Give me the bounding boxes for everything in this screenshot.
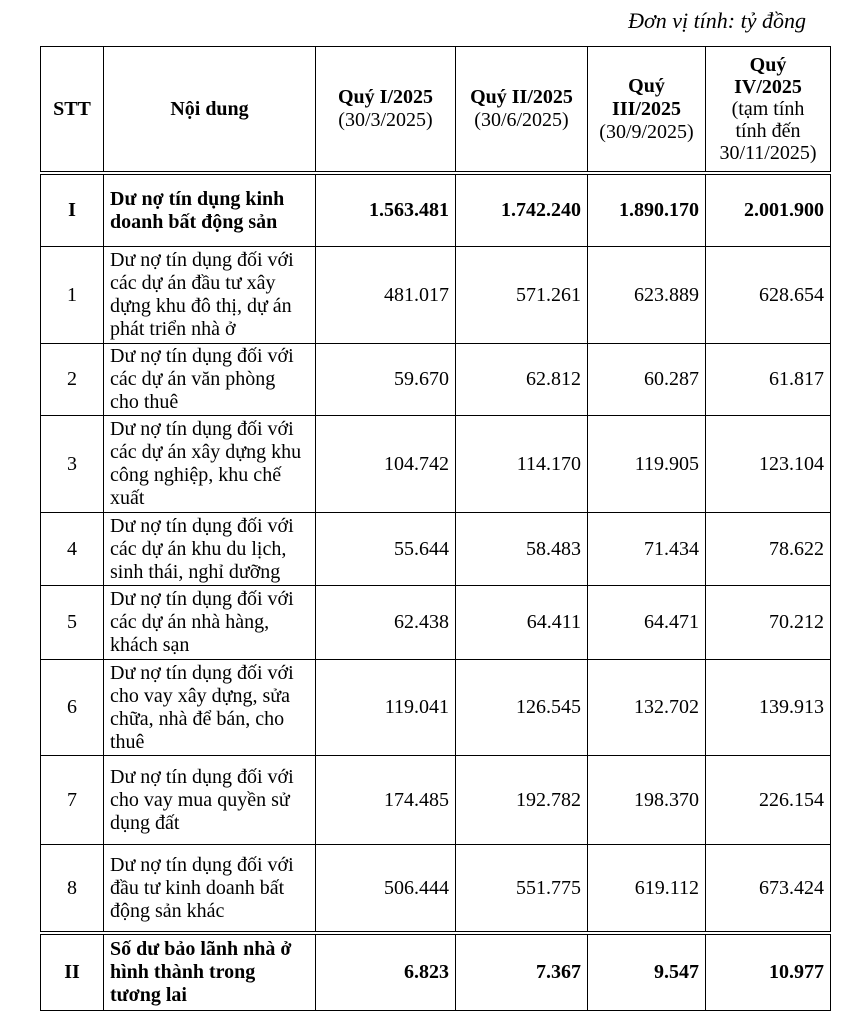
row-content: Số dư bảo lãnh nhà ở hình thành trong tương lai [104, 933, 316, 1011]
row-q2-value: 58.483 [456, 513, 588, 586]
table-row-section-II [41, 933, 831, 1011]
table-row [41, 344, 831, 416]
table-header-row [41, 47, 831, 174]
row-q1-value: 104.742 [316, 416, 456, 513]
row-stt: 3 [41, 416, 104, 513]
header-q4-note-line3: 30/11/2025) [719, 142, 817, 164]
row-q1-value: 6.823 [316, 933, 456, 1011]
row-q3-value: 9.547 [588, 933, 706, 1011]
row-q2-value: 1.742.240 [456, 173, 588, 247]
table-row [41, 586, 831, 660]
row-q2-value: 64.411 [456, 586, 588, 660]
row-q1-value: 55.644 [316, 513, 456, 586]
row-content: Dư nợ tín dụng đối với các dự án xây dựng khu công nghiệp, khu chế xuất [104, 416, 316, 513]
row-content: Dư nợ tín dụng đối với các dự án nhà hàng, khách sạn [104, 586, 316, 660]
row-q2-value: 551.775 [456, 845, 588, 934]
table-row [41, 660, 831, 756]
credit-table [40, 46, 831, 1011]
header-q3-title-line1: Quý [628, 74, 665, 97]
header-q3-date: (30/9/2025) [599, 120, 694, 143]
table-row [41, 513, 831, 586]
header-q3-title-line2: III/2025 [612, 97, 681, 120]
unit-note: Đơn vị tính: tỷ đồng [628, 8, 806, 33]
row-content: Dư nợ tín dụng kinh doanh bất động sản [104, 173, 316, 247]
row-q2-value: 114.170 [456, 416, 588, 513]
table-row [41, 416, 831, 513]
row-q1-value: 59.670 [316, 344, 456, 416]
row-q4-value: 10.977 [706, 933, 831, 1011]
header-q2-title: Quý II/2025 [470, 86, 573, 108]
row-q2-value: 192.782 [456, 756, 588, 845]
table-row [41, 845, 831, 934]
row-q4-value: 61.817 [706, 344, 831, 416]
header-stt: STT [41, 47, 104, 174]
row-q1-value: 174.485 [316, 756, 456, 845]
row-q1-value: 62.438 [316, 586, 456, 660]
row-stt: 8 [41, 845, 104, 934]
row-q4-value: 123.104 [706, 416, 831, 513]
header-q1-date: (30/3/2025) [338, 109, 433, 131]
table-row [41, 756, 831, 845]
row-q1-value: 481.017 [316, 247, 456, 344]
header-q4-note-line1: (tạm tính [731, 98, 805, 120]
row-q2-value: 571.261 [456, 247, 588, 344]
table-row-section-I [41, 173, 831, 247]
header-q3 [588, 47, 706, 174]
row-q2-value: 62.812 [456, 344, 588, 416]
row-q4-value: 673.424 [706, 845, 831, 934]
header-q2 [456, 47, 588, 174]
row-q2-value: 126.545 [456, 660, 588, 756]
header-q4-note-line2: tính đến [735, 120, 801, 142]
row-stt: 4 [41, 513, 104, 586]
row-q4-value: 78.622 [706, 513, 831, 586]
header-q4-title-line2: IV/2025 [734, 76, 802, 98]
row-q1-value: 1.563.481 [316, 173, 456, 247]
row-q3-value: 132.702 [588, 660, 706, 756]
row-content: Dư nợ tín dụng đối với đầu tư kinh doanh bất động sản khác [104, 845, 316, 934]
row-content: Dư nợ tín dụng đối với các dự án đầu tư xây dựng khu đô thị, dự án phát triển nhà ở [104, 247, 316, 344]
row-stt: 2 [41, 344, 104, 416]
header-q1 [316, 47, 456, 174]
row-q4-value: 70.212 [706, 586, 831, 660]
row-stt: 7 [41, 756, 104, 845]
row-q3-value: 64.471 [588, 586, 706, 660]
row-content: Dư nợ tín dụng đối với các dự án văn phòng cho thuê [104, 344, 316, 416]
header-content: Nội dung [104, 47, 316, 174]
row-q3-value: 619.112 [588, 845, 706, 934]
row-q1-value: 506.444 [316, 845, 456, 934]
row-content: Dư nợ tín dụng đối với cho vay mua quyền sử dụng đất [104, 756, 316, 845]
row-stt: I [41, 173, 104, 247]
header-q4-title-line1: Quý [749, 54, 787, 76]
row-q3-value: 60.287 [588, 344, 706, 416]
row-content: Dư nợ tín dụng đối với cho vay xây dựng, sửa chữa, nhà để bán, cho thuê [104, 660, 316, 756]
row-q4-value: 139.913 [706, 660, 831, 756]
header-q1-title: Quý I/2025 [337, 86, 434, 108]
row-stt: 1 [41, 247, 104, 344]
row-stt: 6 [41, 660, 104, 756]
row-stt: II [41, 933, 104, 1011]
row-q3-value: 1.890.170 [588, 173, 706, 247]
row-q4-value: 2.001.900 [706, 173, 831, 247]
row-stt: 5 [41, 586, 104, 660]
row-q2-value: 7.367 [456, 933, 588, 1011]
row-q1-value: 119.041 [316, 660, 456, 756]
row-q3-value: 71.434 [588, 513, 706, 586]
row-q3-value: 119.905 [588, 416, 706, 513]
row-q3-value: 198.370 [588, 756, 706, 845]
row-q4-value: 628.654 [706, 247, 831, 344]
table-row [41, 247, 831, 344]
row-q3-value: 623.889 [588, 247, 706, 344]
row-q4-value: 226.154 [706, 756, 831, 845]
header-q4 [706, 47, 831, 174]
row-content: Dư nợ tín dụng đối với các dự án khu du lịch, sinh thái, nghỉ dưỡng [104, 513, 316, 586]
header-q2-date: (30/6/2025) [474, 109, 569, 131]
